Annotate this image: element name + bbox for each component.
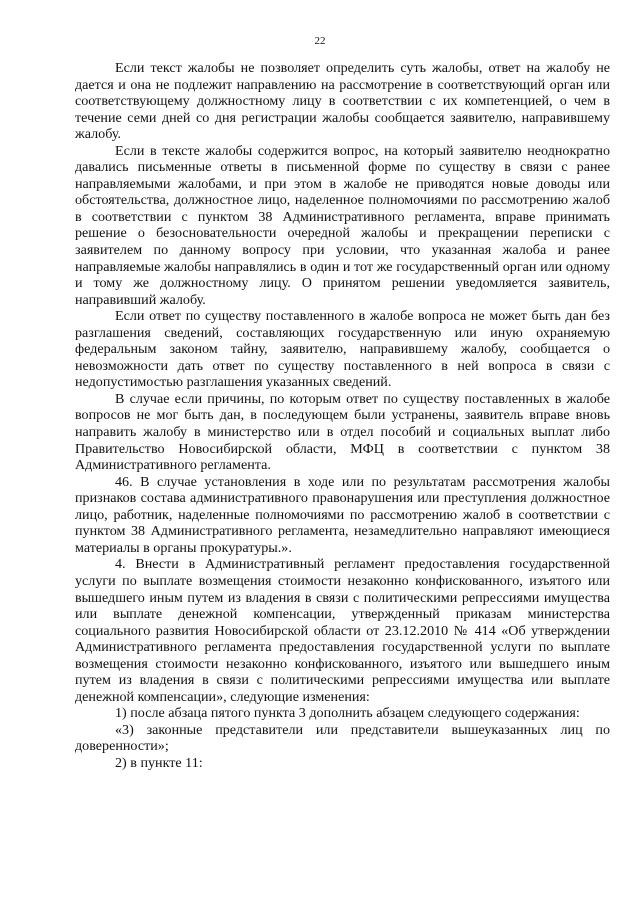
page-number: 22 [314, 35, 326, 47]
document-body [75, 60, 610, 772]
paragraph-state-secret: Если ответ по существу поставленного в жалобе вопроса не может быть дан без разглашения сведений, составляющих государственную или иную охраняемую федеральным законом тайну, заявителю, направившему жалобу, сообщается о невозможности дать ответ по существу поставленного в ней вопроса в связи с недопустимостью разглашения указанных сведений. [75, 308, 610, 391]
paragraph-item-4: 4. Внести в Административный регламент предоставления государственной услуги по выплате возмещения стоимости незаконно конфискованного, изъятого или вышедшего иным путем из владения в связи с политическими репрессиями имущества или выплате денежной компенсации, утвержденный приказам министерства социального развития Новосибирской области от 23.12.2010 № 414 «Об утверждении Административного регламента предоставления государственной услуги по выплате возмещения стоимости незаконно конфискованного, изъятого или вышедшего иным путем из владения в связи с политическими репрессиями имущества или выплате денежной компенсации», следующие изменения: [75, 556, 610, 705]
paragraph-unclear-complaint: Если текст жалобы не позволяет определить суть жалобы, ответ на жалобу не дается и она не подлежит направлению на рассмотрение в соответствующий орган или соответствующему должностному лицу в соответствии с их компетенцией, о чем в течение семи дней со дня регистрации жалобы сообщается заявителю, направившему жалобу. [75, 60, 610, 143]
paragraph-subitem-1: 1) после абзаца пятого пункта 3 дополнить абзацем следующего содержания: [115, 705, 580, 722]
paragraph-subitem-2: 2) в пункте 11: [115, 754, 203, 771]
paragraph-quoted-addition: «3) законные представители или представители вышеуказанных лиц по доверенности»; [75, 721, 610, 755]
paragraph-causes-removed: В случае если причины, по которым ответ по существу поставленных в жалобе вопросов не мог быть дан, в последующем были устранены, заявитель вправе вновь направить жалобу в министерство или в отдел пособий и социальных выплат либо Правительство Новосибирской области, МФЦ в соответствии с пунктом 38 Административного регламента. [75, 390, 610, 474]
paragraph-clause-46: 46. В случае установления в ходе или по результатам рассмотрения жалобы признаков состава административного правонарушения или преступления должностное лицо, работник, наделенные полномочиями по рассмотрению жалоб в соответствии с пунктом 38 Административного регламента, незамедлительно направляют имеющиеся материалы в органы прокуратуры.». [75, 473, 610, 556]
paragraph-repeated-complaint: Если в тексте жалобы содержится вопрос, на который заявителю неоднократно давались письменные ответы в письменной форме по существу в связи с ранее направляемыми жалобами, и при этом в жалобе не приводятся новые доводы или обстоятельства, должностное лицо, наделенное полномочиями по рассмотрению жалоб в соответствии с пунктом 38 Административного регламента, вправе принимать решение о безосновательности очередной жалобы и прекращении переписки с заявителем по данному вопросу при условии, что указанная жалоба и ранее направляемые жалобы направлялись в один и тот же государственный орган или одному и тому же должностному лицу. О принятом решении уведомляется заявитель, направивший жалобу. [75, 142, 610, 308]
